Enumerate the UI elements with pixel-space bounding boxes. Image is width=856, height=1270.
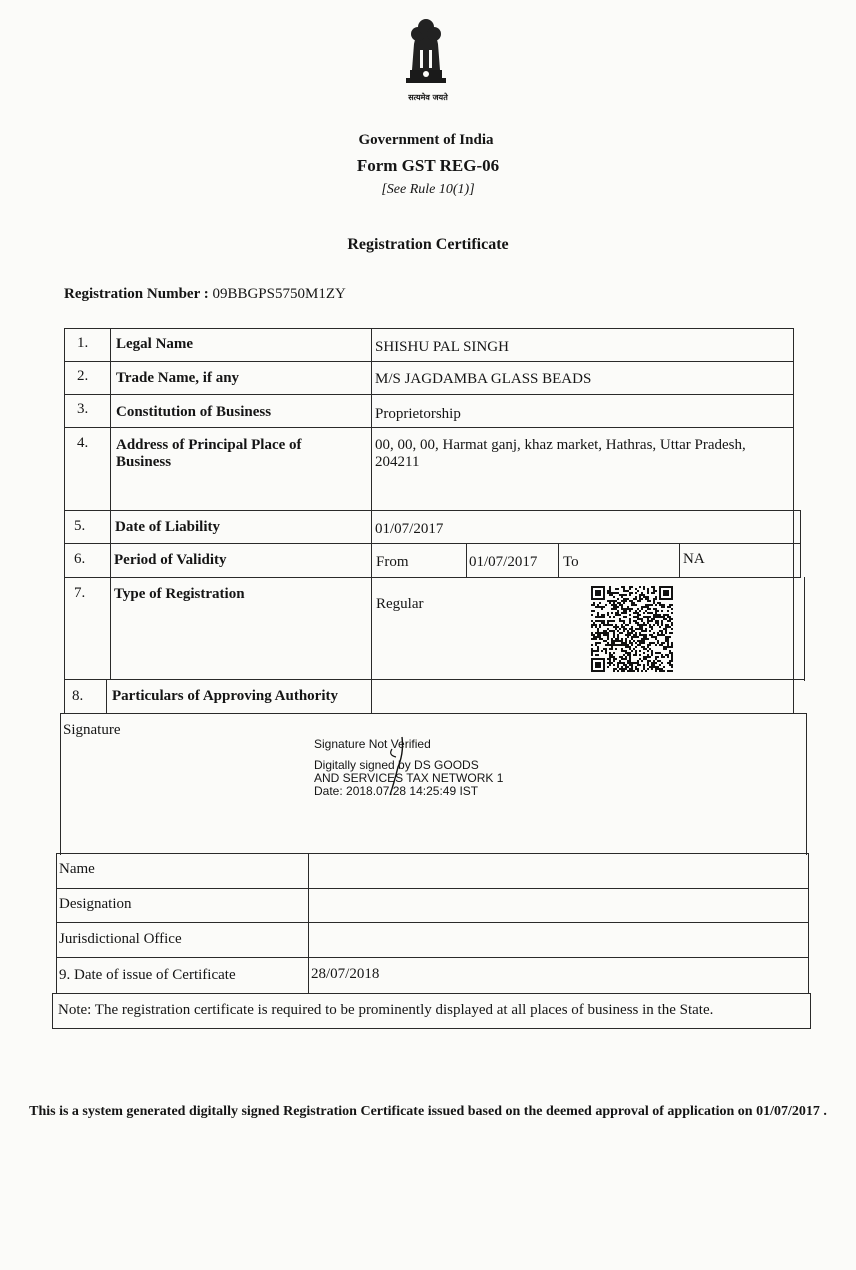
row-2-number: 2. xyxy=(77,368,89,384)
row-7-label: Type of Registration xyxy=(114,586,245,602)
validity-from-label: From xyxy=(376,554,409,570)
certificate-title: Registration Certificate xyxy=(347,236,509,253)
row-1-number: 1. xyxy=(77,335,89,351)
row-8-label: Particulars of Approving Authority xyxy=(112,688,338,704)
row-7-number: 7. xyxy=(74,585,86,601)
government-heading: Government of India xyxy=(358,132,494,148)
row-8-number: 8. xyxy=(72,688,84,704)
signature-date: Date: 2018.07.28 14:25:49 IST xyxy=(314,784,479,798)
trade-name-value: M/S JAGDAMBA GLASS BEADS xyxy=(375,371,592,387)
signature-mark-icon xyxy=(368,733,448,801)
registration-number xyxy=(64,286,346,303)
issue-date-value: 28/07/2018 xyxy=(311,966,380,982)
registration-number-value: 09BBGPS5750M1ZY xyxy=(212,286,346,302)
validity-to-value: NA xyxy=(683,551,705,567)
row-5-number: 5. xyxy=(74,518,86,534)
validity-to-label: To xyxy=(563,554,579,570)
row-3-number: 3. xyxy=(77,401,89,417)
signature-line-1: Digitally signed by DS GOODS xyxy=(314,758,479,772)
signature-status: Signature Not Verified xyxy=(314,737,431,751)
jurisdictional-office-label: Jurisdictional Office xyxy=(59,931,182,947)
row-3-label: Constitution of Business xyxy=(116,404,272,420)
footer-statement: This is a system generated digitally signed Registration Certificate issued based on the deemed approval of application on 01/07/2017 . xyxy=(29,1104,827,1119)
registration-type-value: Regular xyxy=(376,596,424,612)
row-2-label: Trade Name, if any xyxy=(116,370,240,386)
row-6-label: Period of Validity xyxy=(114,552,227,568)
signature-label: Signature xyxy=(63,722,121,738)
note-text: Note: The registration certificate is required to be prominently displayed at all places of business in the State. xyxy=(58,1002,714,1018)
form-heading: Form GST REG-06 xyxy=(356,156,500,175)
rule-reference: [See Rule 10(1)] xyxy=(381,182,475,197)
name-label: Name xyxy=(59,861,95,877)
row-4-label: Address of Principal Place of Business xyxy=(116,437,302,470)
validity-from-value: 01/07/2017 xyxy=(469,554,538,570)
designation-label: Designation xyxy=(59,896,132,912)
constitution-value: Proprietorship xyxy=(375,406,461,422)
state-emblem-icon xyxy=(398,14,454,92)
date-of-liability-value: 01/07/2017 xyxy=(375,521,444,537)
row-4-number: 4. xyxy=(77,435,89,451)
signature-line-2: AND SERVICES TAX NETWORK 1 xyxy=(314,771,504,785)
address-value: 00, 00, 00, Harmat ganj, khaz market, Hathras, Uttar Pradesh, 204211 xyxy=(375,437,746,470)
row-5-label: Date of Liability xyxy=(115,519,220,535)
emblem-motto: सत्यमेव जयते xyxy=(408,93,448,102)
qr-code-icon xyxy=(591,586,673,672)
issue-date-label: 9. Date of issue of Certificate xyxy=(59,967,236,983)
registration-number-label: Registration Number : xyxy=(64,286,209,302)
row-1-label: Legal Name xyxy=(116,336,194,352)
legal-name-value: SHISHU PAL SINGH xyxy=(375,339,509,355)
row-6-number: 6. xyxy=(74,551,86,567)
